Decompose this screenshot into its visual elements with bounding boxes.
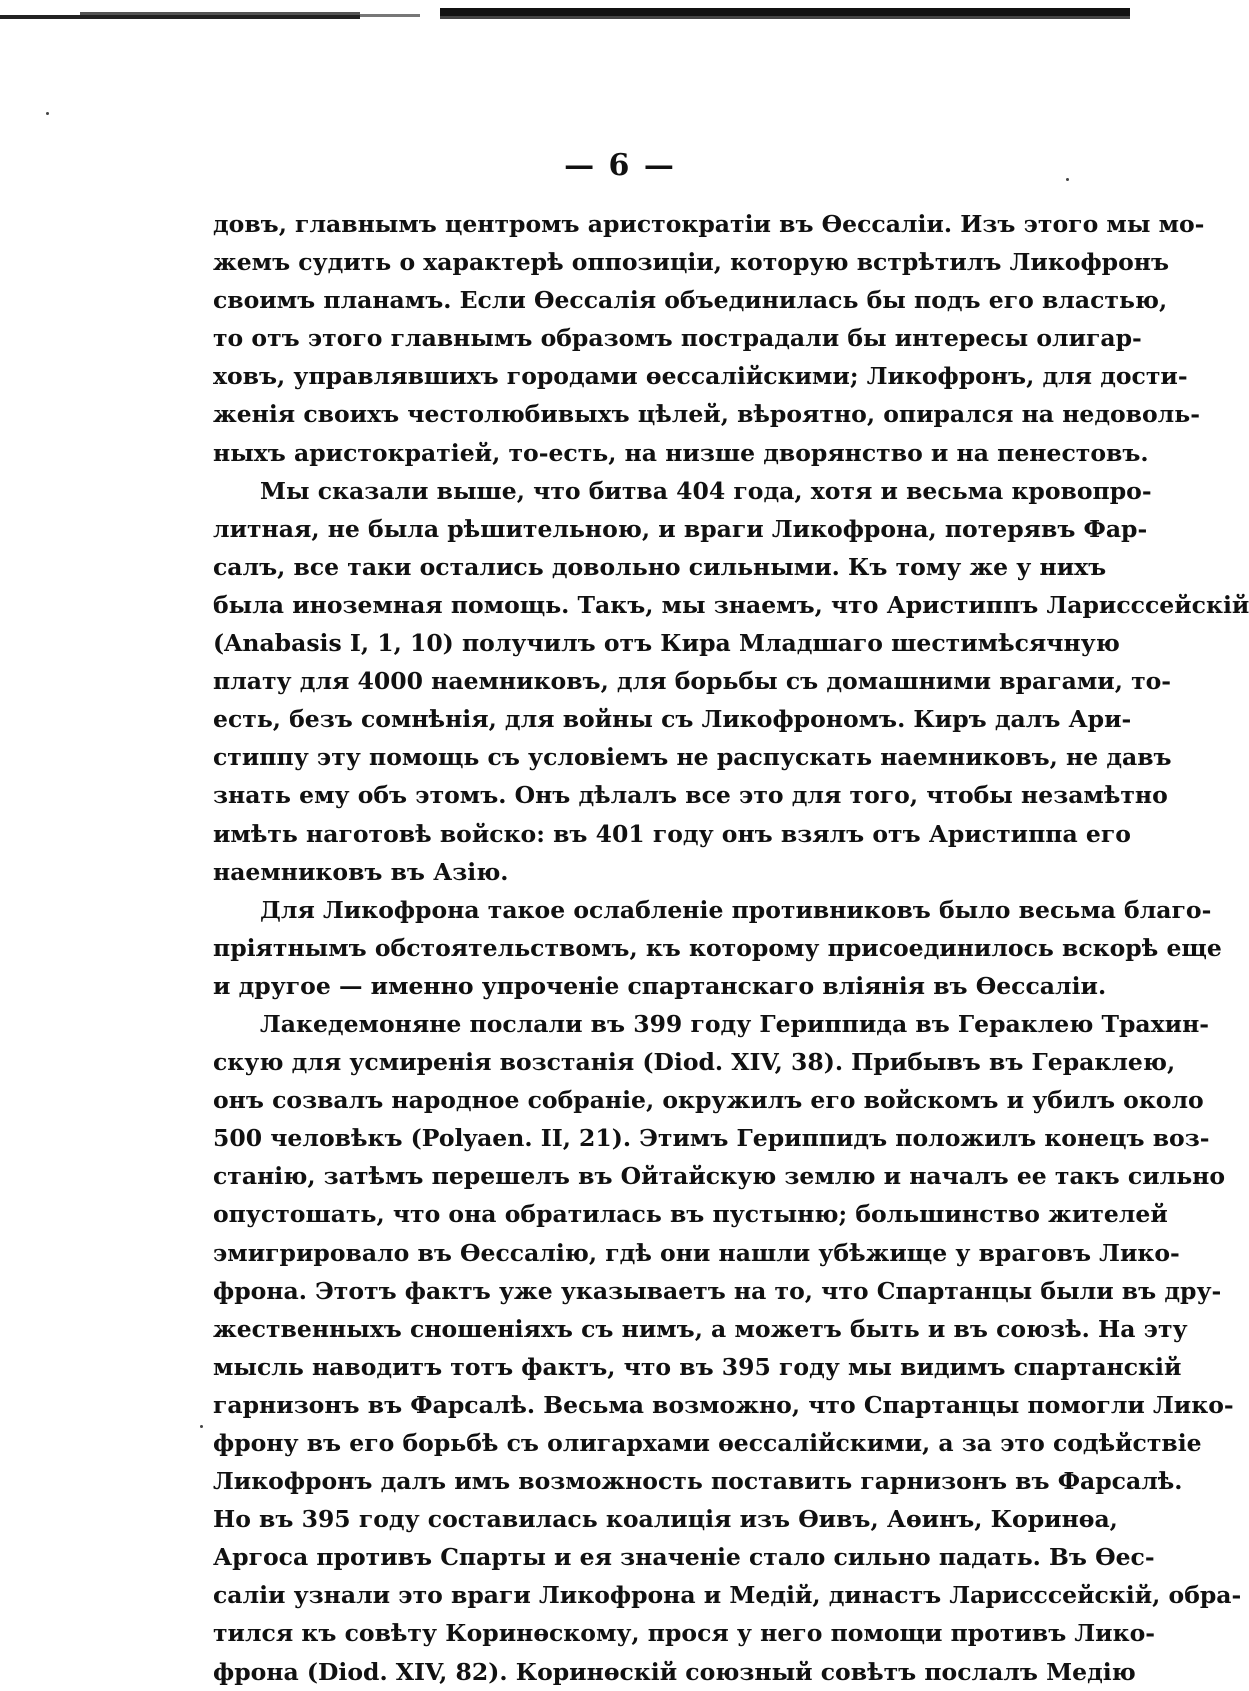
text-line: Аргоса противъ Спарты и ея значеніе стало сильно падать. Въ Өес- [213, 1543, 1155, 1572]
text-line: фрону въ его борьбѣ съ олигархами өессалійскими, а за это содѣйствіе [213, 1429, 1202, 1457]
text-line: салъ, все таки остались довольно сильными. Къ тому же у нихъ [213, 552, 1107, 581]
text-line: довъ, главнымъ центромъ аристократіи въ Өессаліи. Изъ этого мы мо- [213, 210, 1205, 238]
scan-speck [46, 112, 49, 115]
text-line: мысль наводитъ тотъ фактъ, что въ 395 году мы видимъ спартанскій [213, 1352, 1182, 1381]
text-line: имѣть наготовѣ войско: въ 401 году онъ взялъ отъ Аристиппа его [213, 819, 1131, 848]
text-line: Для Ликофрона такое ослабленіе противниковъ было весьма благо- [260, 895, 1212, 924]
text-line: опустошать, что она обратилась въ пустыню; большинство жителей [213, 1200, 1168, 1229]
text-line: женія своихъ честолюбивыхъ цѣлей, вѣроятно, опирался на недоволь- [213, 400, 1200, 429]
text-line: наемниковъ въ Азію. [213, 857, 509, 886]
text-line: Ликофронъ далъ имъ возможность поставить гарнизонъ въ Фарсалѣ. [213, 1467, 1183, 1496]
text-line: Лакедемоняне послали въ 399 году Гериппида въ Гераклею Трахин- [260, 1009, 1210, 1038]
scan-top-edge [0, 0, 1140, 30]
text-line: Но въ 395 году составилась коалиція изъ Өивъ, Аөинъ, Коринөа, [213, 1505, 1118, 1534]
text-line: фрона. Этотъ фактъ уже указываетъ на то, что Спартанцы были въ дру- [213, 1276, 1222, 1305]
text-line: то отъ этого главнымъ образомъ пострадали бы интересы олигар- [213, 324, 1142, 353]
scan-speck [200, 1425, 203, 1428]
text-line: жемъ судить о характерѣ оппозиціи, которую встрѣтилъ Ликофронъ [213, 248, 1170, 277]
text-line: Мы сказали выше, что битва 404 года, хотя и весьма кровопро- [260, 476, 1152, 505]
text-line: была иноземная помощь. Такъ, мы знаемъ, что Аристиппъ Ларисссейскій [213, 590, 1249, 619]
text-line: есть, безъ сомнѣнія, для войны съ Ликофрономъ. Киръ далъ Ари- [213, 705, 1132, 734]
text-line: жественныхъ сношеніяхъ съ нимъ, а можетъ быть и въ союзѣ. На эту [213, 1314, 1188, 1343]
text-line: онъ созвалъ народное собраніе, окружилъ его войскомъ и убилъ около [213, 1086, 1204, 1115]
page-number: — 6 — [564, 148, 676, 183]
text-line: 500 человѣкъ (Polyaen. II, 21). Этимъ Гериппидъ положилъ конецъ воз- [213, 1124, 1210, 1153]
text-line: плату для 4000 наемниковъ, для борьбы съ домашними врагами, то- [213, 667, 1172, 696]
body-text [213, 205, 1249, 1691]
text-line: пріятнымъ обстоятельствомъ, къ которому присоединилось вскорѣ еще [213, 933, 1222, 962]
text-line: своимъ планамъ. Если Өессалія объединилась бы подъ его властью, [213, 286, 1168, 315]
text-line: фрона (Diod. XIV, 82). Коринөскій союзный совѣтъ послалъ Медію [213, 1657, 1136, 1686]
text-line: гарнизонъ въ Фарсалѣ. Весьма возможно, что Спартанцы помогли Лико- [213, 1390, 1234, 1419]
text-line: эмигрировало въ Өессалію, гдѣ они нашли убѣжище у враговъ Лико- [213, 1238, 1180, 1267]
text-line: тился къ совѣту Коринөскому, прося у него помощи противъ Лико- [213, 1619, 1156, 1648]
text-line: знать ему объ этомъ. Онъ дѣлалъ все это для того, чтобы незамѣтно [213, 781, 1168, 810]
text-line: саліи узнали это враги Ликофрона и Медій, династъ Ларисссейскій, обра- [213, 1581, 1242, 1610]
text-line: стиппу эту помощь съ условіемъ не распускать наемниковъ, не давъ [213, 743, 1172, 772]
text-line: (Anabasis I, 1, 10) получилъ отъ Кира Младшаго шестимѣсячную [213, 629, 1120, 658]
text-line: литная, не была рѣшительною, и враги Ликофрона, потерявъ Фар- [213, 514, 1148, 543]
text-line: ховъ, управлявшихъ городами өессалійскими; Ликофронъ, для дости- [213, 362, 1188, 391]
text-line: станію, затѣмъ перешелъ въ Ойтайскую землю и началъ ее такъ сильно [213, 1162, 1226, 1191]
text-line: и другое — именно упроченіе спартанскаго вліянія въ Өессаліи. [213, 971, 1107, 1000]
text-line: ныхъ аристократіей, то-есть, на низше дворянство и на пенестовъ. [213, 438, 1149, 467]
text-line: скую для усмиренія возстанія (Diod. XIV, 38). Прибывъ въ Гераклею, [213, 1048, 1176, 1077]
